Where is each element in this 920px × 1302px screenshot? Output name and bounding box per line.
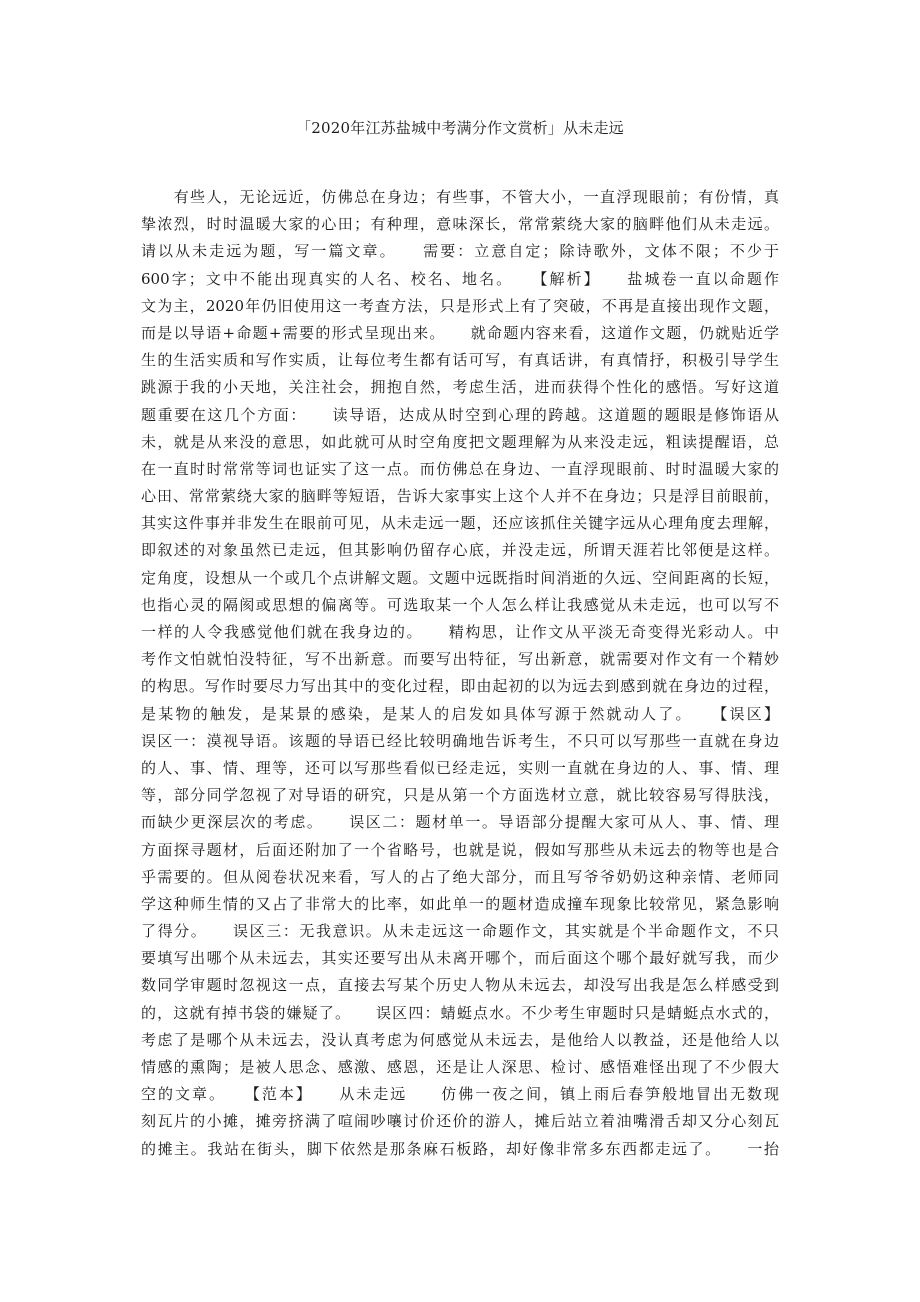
text-line: 跳源于我的小天地，关注社会，拥抱自然，考虑生活，进而获得个性化的感悟。写好这道 <box>141 378 779 397</box>
text-line: 而缺少更深层次的考虑。 误区二：题材单一。导语部分提醒大家可从人、事、情、理 <box>141 813 779 832</box>
text-line: 刻瓦片的小摊，摊旁挤满了喧闹吵嚷讨价还价的游人，摊后站立着油嘴滑舌却又分心刻瓦 <box>141 1112 779 1131</box>
text-line: 挚浓烈，时时温暖大家的心田；有种理，意味深长，常常萦绕大家的脑畔他们从未走远。 <box>141 215 779 234</box>
text-line: 的摊主。我站在街头，脚下依然是那条麻石板路，却好像非常多东西都走远了。 一抬 <box>141 1139 779 1158</box>
text-line: 而是以导语+命题+需要的形式呈现出来。 就命题内容来看，这道作文题，仍就贴近学 <box>141 323 779 342</box>
text-line: 是某物的触发，是某景的感染，是某人的启发如具体写源于然就动人了。 【误区】 <box>141 704 779 723</box>
text-line: 定角度，设想从一个或几个点讲解文题。文题中远既指时间消逝的久远、空间距离的长短， <box>141 568 779 587</box>
text-line: 一样的人令我感觉他们就在我身边的。 精构思，让作文从平淡无奇变得光彩动人。中 <box>141 623 779 641</box>
text-line: 要填写出哪个从未远去，其实还要写出从未离开哪个，而后面这个哪个最好就写我，而少 <box>141 949 779 968</box>
document-body <box>141 184 779 1163</box>
text-line: 考作文怕就怕没特征，写不出新意。而要写出特征，写出新意，就需要对作文有一个精妙 <box>141 650 779 669</box>
text-line: 等，部分同学忽视了对导语的研究，只是从第一个方面选材立意，就比较容易写得肤浅， <box>141 786 779 805</box>
document-title: 「2020年江苏盐城中考满分作文赏析」从未走远 <box>296 119 624 137</box>
text-line: 生的生活实质和写作实质，让每位考生都有话可写，有真话讲，有真情抒，积极引导学生 <box>141 351 779 370</box>
text-line: 误区一：漠视导语。该题的导语已经比较明确地告诉考生，不只可以写那些一直就在身边 <box>141 731 779 750</box>
text-line: 空的文章。 【范本】 从未走远 仿佛一夜之间，镇上雨后春笋般地冒出无数现 <box>141 1085 779 1104</box>
text-line: 的，这就有掉书袋的嫌疑了。 误区四：蜻蜓点水。不少考生审题时只是蜻蜓点水式的， <box>141 1003 779 1022</box>
text-line: 的人、事、情、理等，还可以写那些看似已经走远，实则一直就在身边的人、事、情、理 <box>141 758 779 777</box>
text-line: 有些人，无论远近，仿佛总在身边；有些事，不管大小，一直浮现眼前；有份情，真 <box>141 188 779 206</box>
text-line: 未，就是从来没的意思，如此就可从时空角度把文题理解为从来没走远，粗读提醒语，总 <box>141 432 779 451</box>
text-line: 情感的熏陶；是被人思念、感激、感恩，还是让人深思、检讨、感悟难怪出现了不少假大 <box>141 1058 779 1076</box>
text-line: 了得分。 误区三：无我意识。从未走远这一命题作文，其实就是个半命题作文，不只 <box>141 922 779 941</box>
text-line: 文为主，2020年仍旧使用这一考查方法，只是形式上有了突破，不再是直接出现作文题， <box>141 296 779 315</box>
text-line: 心田、常常萦绕大家的脑畔等短语，告诉大家事实上这个人并不在身边；只是浮目前眼前， <box>141 487 779 506</box>
text-line: 600字；文中不能出现真实的人名、校名、地名。 【解析】 盐城卷一直以命题作 <box>141 269 779 288</box>
text-line: 考虑了是哪个从未远去，没认真考虑为何感觉从未远去，是他给人以教益，还是他给人以 <box>141 1030 779 1049</box>
text-line: 的构思。写作时要尽力写出其中的变化过程，即由起初的以为远去到感到就在身边的过程， <box>141 677 779 696</box>
text-line: 也指心灵的隔阂或思想的偏离等。可选取某一个人怎么样让我感觉从未走远，也可以写不 <box>141 595 779 614</box>
text-line: 学这种师生情的又占了非常大的比率，如此单一的题材造成撞车现象比较常见，紧急影响 <box>141 894 779 913</box>
text-line: 在一直时时常常等词也证实了这一点。而仿佛总在身边、一直浮现眼前、时时温暖大家的 <box>141 459 779 478</box>
text-line: 其实这件事并非发生在眼前可见，从未走远一题，还应该抓住关键字远从心理角度去理解， <box>141 514 779 533</box>
text-line: 数同学审题时忽视这一点，直接去写某个历史人物从未远去，却没写出我是怎么样感受到 <box>141 976 779 995</box>
text-line: 方面探寻题材，后面还附加了一个省略号，也就是说，假如写那些从未远去的物等也是合 <box>141 840 779 859</box>
text-line: 乎需要的。但从阅卷状况来看，写人的占了绝大部分，而且写爷爷奶奶这种亲情、老师同 <box>141 867 779 886</box>
text-line: 即叙述的对象虽然已走远，但其影响仍留存心底，并没走远，所谓天涯若比邻便是这样。 <box>141 541 779 560</box>
text-line: 题重要在这几个方面： 读导语，达成从时空到心理的跨越。这道题的题眼是修饰语从 <box>141 405 779 424</box>
text-line: 请以从未走远为题，写一篇文章。 需要：立意自定；除诗歌外，文体不限；不少于 <box>141 242 779 261</box>
